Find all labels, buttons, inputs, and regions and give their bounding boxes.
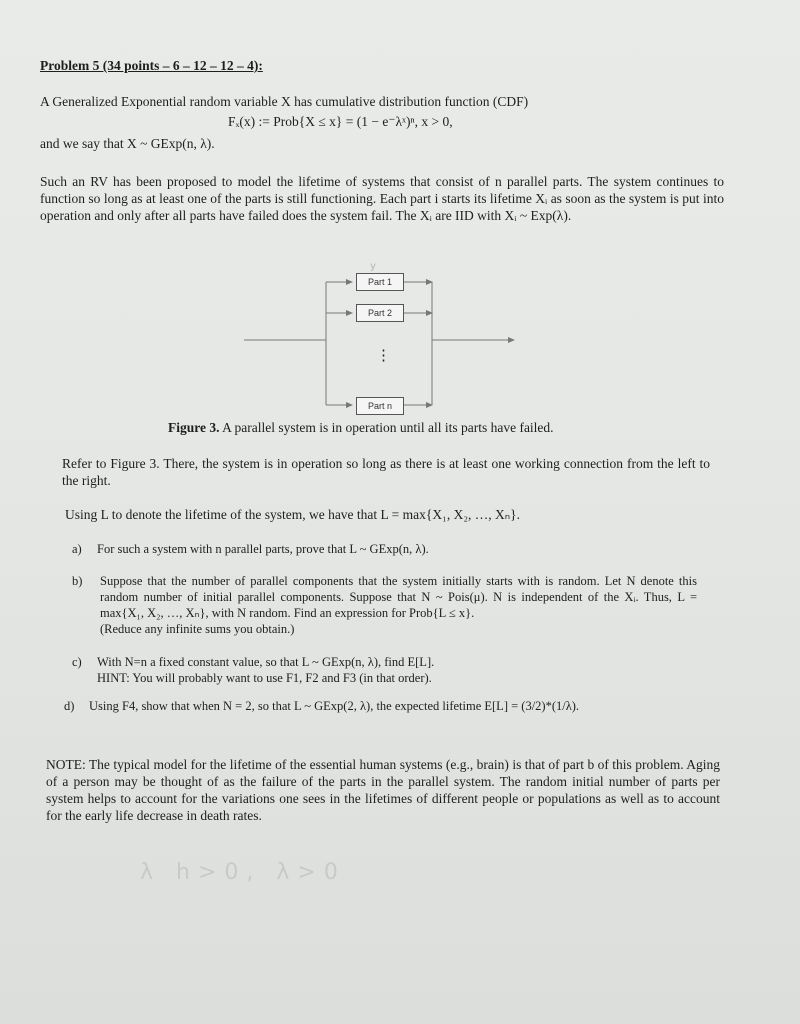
item-c-label: c) [72,655,82,669]
pencil-scribble: λ h>0, λ>0 [140,860,346,885]
note-paragraph: NOTE: The typical model for the lifetime of the essential human systems (e.g., brain) is that of part b of this problem. Aging of a person may be thought of as the failure of the parts in the parallel system. The random initial number of parts per system helps to account for the variations one sees in the lifetimes of different people or populations as well as to account for the early life decrease in death rates. [46,757,720,823]
parts-ellipsis: ⋮ [376,348,391,364]
item-d-text: Using F4, show that when N = 2, so that L ~ GExp(2, λ), the expected lifetime E[L] = (3/2)*(1/λ). [89,699,580,713]
item-d-label: d) [64,699,75,713]
figure-caption [168,420,554,436]
gexp-definition: and we say that X ~ GExp(n, λ). [40,136,215,151]
figure-caption-label: Figure 3. [168,420,220,435]
item-c-hint: HINT: You will probably want to use F1, F2 and F3 (in that order). [97,671,432,685]
item-a-label: a) [72,542,82,556]
item-b-note: (Reduce any infinite sums you obtain.) [100,622,295,636]
refer-paragraph: Refer to Figure 3. There, the system is in operation so long as there is at least one working connection from the left to the right. [62,456,710,488]
rv-paragraph: Such an RV has been proposed to model the lifetime of systems that consist of n parallel parts. The system continues to function so long as at least one of the parts is still functioning. Each part i starts its lifetime Xᵢ as soon as the system is put into operation and only after all parts have failed does the system fail. The Xᵢ are IID with Xᵢ ~ Exp(λ). [40,174,724,223]
item-c-text: With N=n a fixed constant value, so that L ~ GExp(n, λ), find E[L]. [97,655,435,669]
part-n-box: Part n [356,397,404,415]
figure-caption-text: A parallel system is in operation until all its parts have failed. [219,420,554,435]
intro-line: A Generalized Exponential random variable X has cumulative distribution function (CDF) [40,94,529,109]
cdf-formula: Fₓ(x) := Prob{X ≤ x} = (1 − e⁻λˣ)ⁿ, x > 0, [228,114,453,129]
part-1-box: Part 1 [356,273,404,291]
item-a-text: For such a system with n parallel parts, prove that L ~ GExp(n, λ). [97,542,429,556]
item-b-label: b) [72,574,83,588]
item-b-text: Suppose that the number of parallel components that the system initially starts with is random. Let N denote this random number of initial parallel components. Suppose that N ~ Pois(μ). N is independent of the Xᵢ. Thus, L = max{X₁, X₂, …, Xₙ}, with N random. Find an expression for Prob{L ≤ x}. [100,574,697,620]
svg-text:y: y [370,261,376,272]
problem-title: Problem 5 (34 points – 6 – 12 – 12 – 4): [40,58,263,73]
part-2-box: Part 2 [356,304,404,322]
using-l-line: Using L to denote the lifetime of the system, we have that L = max{X₁, X₂, …, Xₙ}. [65,507,521,522]
